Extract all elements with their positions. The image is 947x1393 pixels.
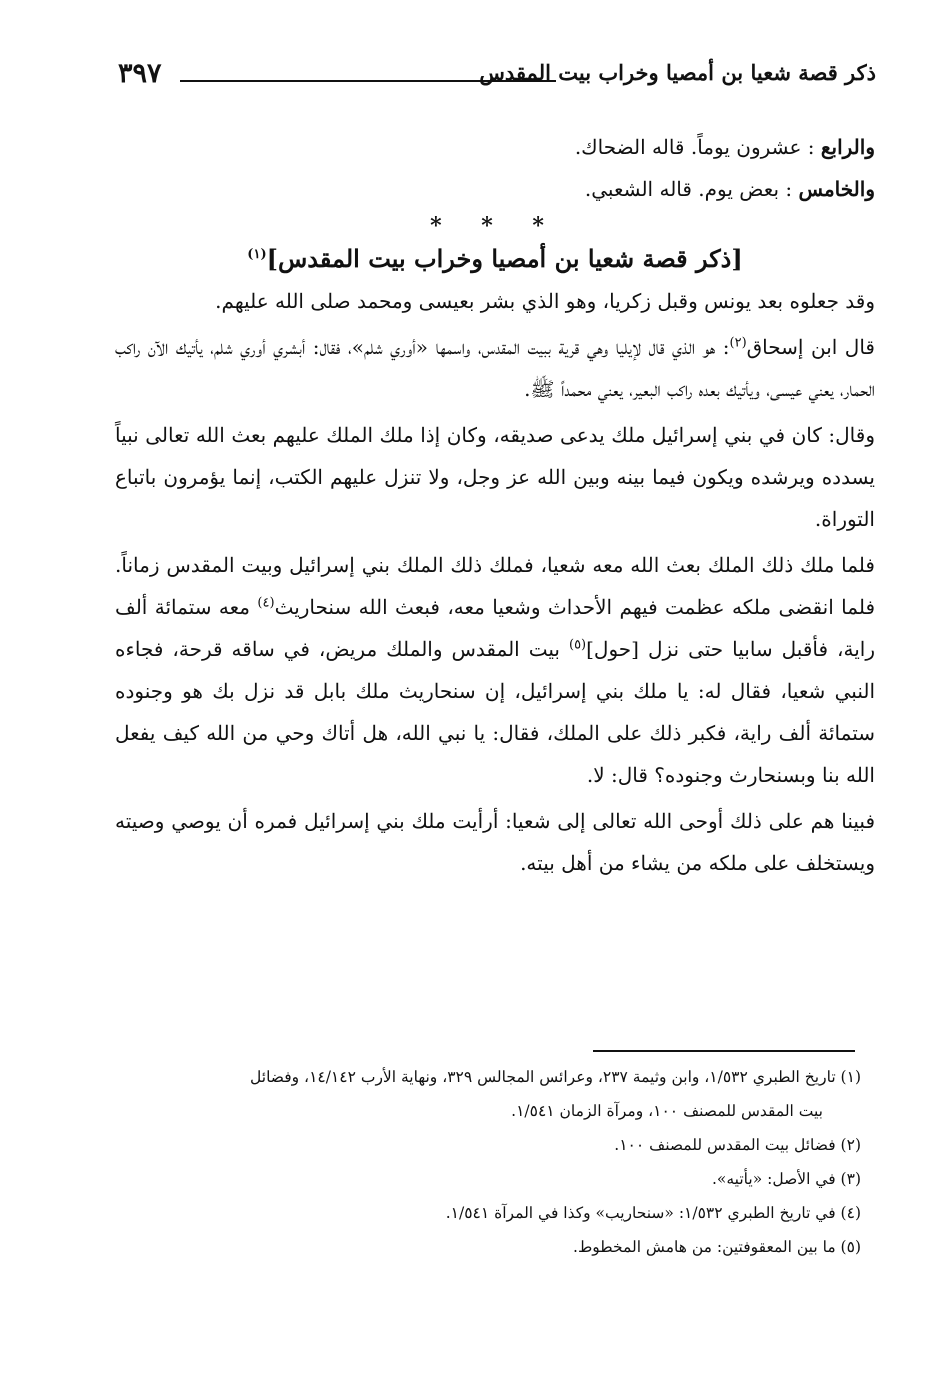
paragraph-4-part-a: فلما ملك ذلك الملك بعث الله معه شعيا، فملك ذلك الملك بني إسرائيل وبيت المقدس زماناً. فلما انقضى ملكه عظمت فيهم الأحداث وشعيا معه، فبعث الله سنحاريث xyxy=(115,553,876,619)
section-heading xyxy=(115,240,875,278)
footnote-rule xyxy=(593,1050,855,1052)
line-fifth xyxy=(115,168,875,210)
footnote-4: (٤) في تاريخ الطبري ١/٥٣٢: «سنحاريب» وكذا في المرآة ١/٥٤١. xyxy=(445,1204,861,1222)
footnote-1-continued: بيت المقدس للمصنف ١٠٠، ومرآة الزمان ١/٥٤١. xyxy=(511,1102,823,1120)
footnote-5: (٥) ما بين المعقوفتين: من هامش المخطوط. xyxy=(573,1238,861,1256)
section-heading-text: [ذكر قصة شعيا بن أمصيا وخراب بيت المقدس] xyxy=(266,244,743,273)
running-title: ذكر قصة شعيا بن أمصيا وخراب بيت المقدس xyxy=(479,60,876,85)
paragraph-4-part-b: معه ستمائة ألف راية، فأقبل سابيا حتى نزل [حول] xyxy=(115,595,876,661)
fourth-text: : عشرون يوماً. قاله الضحاك. xyxy=(574,135,815,159)
paragraph-4-part-c: بيت المقدس والملك مريض، في ساقه قرحة، فجاءه النبي شعيا، فقال له: يا ملك بني إسرائيل، إن سنحاريث ملك بابل قد نزل بك هو وجنوده ستمائة ألف راية، فكبر ذلك على الملك، فقال: يا نبي الله، هل أتاك وحي من الله كيف يفعل الله بنا وبسنحارث وجنوده؟ قال: لا. xyxy=(115,637,875,787)
paragraph-1: وقد جعلوه بعد يونس وقبل زكريا، وهو الذي بشر بعيسى ومحمد صلى الله عليهم. xyxy=(215,289,875,313)
footnote-1: (١) تاريخ الطبري ١/٥٣٢، وابن وثيمة ٢٣٧، وعرائس المجالس ٣٢٩، ونهاية الأرب ١٤/١٤٢، وفضائل xyxy=(250,1068,861,1086)
line-fourth xyxy=(115,126,875,168)
footnote-ref-4[interactable]: (٤) xyxy=(257,595,275,611)
footnote-ref-2[interactable]: (٢) xyxy=(729,335,747,351)
paragraph-4 xyxy=(115,544,875,796)
paragraph-2 xyxy=(115,326,875,410)
section-separator: * * * xyxy=(430,213,560,239)
footnotes xyxy=(111,1060,861,1264)
fifth-label: والخامس xyxy=(798,177,875,201)
footnote-ref-1[interactable]: (١) xyxy=(247,247,267,262)
running-header xyxy=(118,58,876,98)
footnote-2: (٢) فضائل بيت المقدس للمصنف ١٠٠. xyxy=(614,1136,861,1154)
fourth-label: والرابع xyxy=(820,135,875,159)
paragraph-5: فبينا هم على ذلك أوحى الله تعالى إلى شعيا: أرأيت ملك بني إسرائيل فمره أن يوصي وصيته ويستخلف على ملكه من يشاء من أهل بيته. xyxy=(115,809,875,875)
paragraph-2-start: قال ابن إسحاق xyxy=(746,335,875,359)
main-text xyxy=(115,126,875,884)
page-number: ٣٩٧ xyxy=(118,58,162,89)
footnote-ref-5[interactable]: (٥) xyxy=(568,637,587,653)
paragraph-2-rest: : هو الذي قال لإيليا وهي قرية ببيت المقدس، واسمها «أوري شلم»، فقال: أبشري أوري شلم، يأتيك الآن راكب الحمار، يعني عيسى، ويأتيك بعده راكب البعير، يعني محمداً ﷺ. xyxy=(115,335,875,401)
footnote-3: (٣) في الأصل: «يأتيه». xyxy=(711,1170,861,1188)
paragraph-3: وقال: كان في بني إسرائيل ملك يدعى صديقه، وكان إذا ملك الملك عليهم بعث الله تعالى نبياً يسدده ويرشده ويكون فيما بينه وبين الله عز وجل، ولا تنزل عليهم الكتب، إنما يؤمرون باتباع التوراة. xyxy=(115,423,875,531)
fifth-text: : بعض يوم. قاله الشعبي. xyxy=(584,177,793,201)
